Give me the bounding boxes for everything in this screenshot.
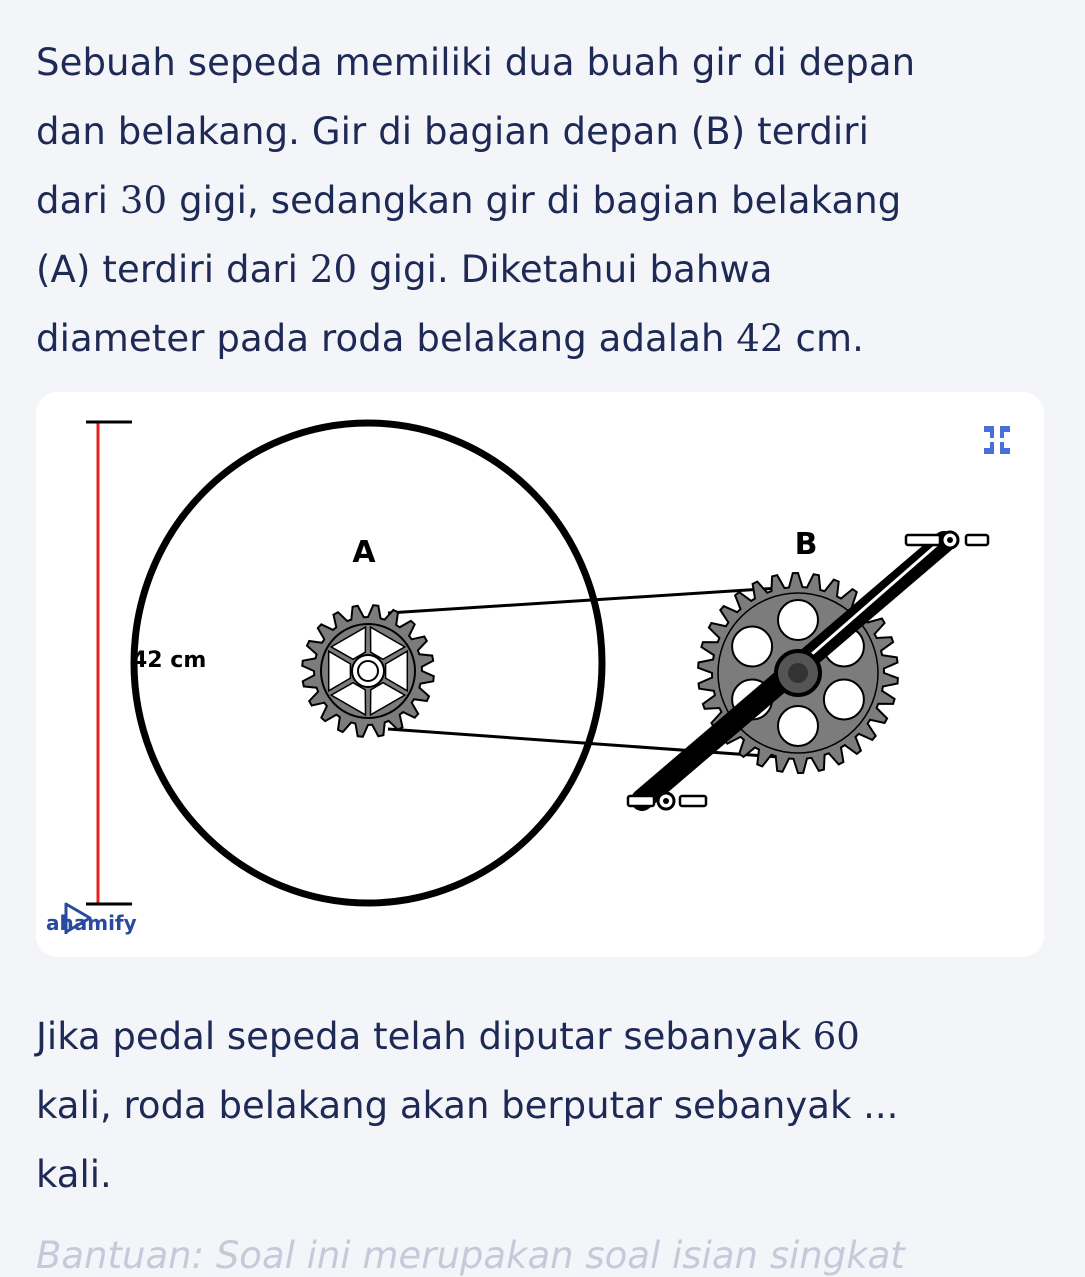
question-line-text: Sebuah sepeda memiliki dua buah gir di depan — [36, 41, 916, 84]
truncated-hint-text — [36, 1234, 1046, 1277]
collapse-button[interactable] — [974, 420, 1020, 460]
question-line — [36, 97, 1046, 166]
question-line — [36, 1071, 1046, 1140]
question-line — [36, 235, 1046, 304]
teeth-count-front: 30 — [119, 179, 168, 222]
bicycle-gear-diagram — [36, 392, 1044, 957]
pedal-top — [906, 532, 988, 548]
pedal-turns-value: 60 — [812, 1015, 860, 1058]
question-line-text: kali. — [36, 1153, 112, 1196]
hint-text: Bantuan: Soal ini merupakan soal isian singkat — [36, 1234, 905, 1277]
pahamify-logo-icon — [60, 900, 96, 936]
gear-a-axle — [358, 661, 378, 681]
diameter-marker — [86, 422, 132, 904]
diameter-label: 42 cm — [132, 648, 207, 673]
gear-a-label: A — [352, 535, 376, 570]
question-line-text: gigi, sedangkan gir di bagian belakang — [167, 179, 902, 222]
brand-logo — [46, 900, 137, 936]
question-line — [36, 304, 1046, 373]
gear-b-hole — [824, 680, 864, 720]
question-line — [36, 1002, 1046, 1071]
question-text-bottom — [36, 1002, 1046, 1209]
collapse-arrows-icon — [974, 420, 1020, 460]
gear-b-hole — [732, 627, 772, 667]
teeth-count-rear: 20 — [309, 248, 358, 291]
question-line-text: Jika pedal sepeda telah diputar sebanyak — [36, 1015, 813, 1058]
question-text-top — [36, 28, 1046, 373]
question-line — [36, 1140, 1046, 1209]
brand-text: ahamify — [46, 911, 137, 935]
question-line-text: diameter pada roda belakang adalah — [36, 317, 737, 360]
question-line-text: gigi. Diketahui bahwa — [357, 248, 773, 291]
question-line-text: cm. — [783, 317, 864, 360]
bicycle-figure-card — [36, 392, 1044, 957]
question-line-text: kali, roda belakang akan berputar sebanyak ... — [36, 1084, 899, 1127]
question-line — [36, 166, 1046, 235]
rear-gear-a — [302, 605, 434, 737]
gear-b-hole — [778, 706, 818, 746]
question-line-text: dari — [36, 179, 120, 222]
wheel-diameter-value: 42 — [736, 317, 784, 360]
question-line-text: dan belakang. Gir di bagian depan (B) terdiri — [36, 110, 869, 153]
question-line — [36, 28, 1046, 97]
gear-b-hole — [778, 600, 818, 640]
gear-b-label: B — [794, 527, 818, 562]
question-line-text: (A) terdiri dari — [36, 248, 310, 291]
pedal-bottom — [628, 793, 706, 809]
